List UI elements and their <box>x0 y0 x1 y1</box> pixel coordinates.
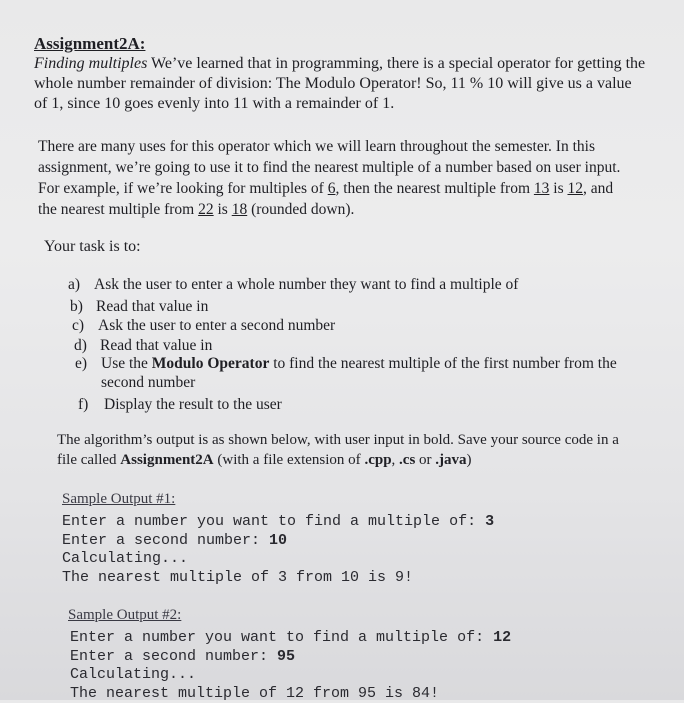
para2-line4: the nearest multiple from 22 is 18 (rounded down). <box>38 201 355 218</box>
number-18: 18 <box>231 201 248 218</box>
sample-output-2: Enter a number you want to find a multiple of: 12 Enter a second number: 95 Calculating... The nearest multiple of 12 from 95 is 84! <box>70 629 512 702</box>
sample-output-1-heading: Sample Output #1: <box>62 491 176 507</box>
para2-line3: For example, if we’re looking for multiples of 6, then the nearest multiple from 13 is 12, and <box>38 180 614 197</box>
step-item: a) Ask the user to enter a whole number they want to find a multiple of <box>68 276 519 293</box>
modulo-operator-term: Modulo Operator <box>151 355 270 372</box>
intro-paragraph <box>34 54 645 114</box>
step-item: f) Display the result to the user <box>78 396 282 413</box>
para2-line2: assignment, we’re going to use it to find the nearest multiple of a number based on user input. <box>38 159 621 176</box>
sample-output-1: Enter a number you want to find a multiple of: 3 Enter a second number: 10 Calculating... The nearest multiple of 3 from 10 is 9! <box>62 513 495 586</box>
number-22: 22 <box>198 201 214 218</box>
step-item: d) Read that value in <box>74 337 213 354</box>
number-6: 6 <box>327 180 336 197</box>
intro-line2: whole number remainder of division: The Modulo Operator! So, 11 % 10 will give us a value <box>34 75 632 92</box>
number-13: 13 <box>533 180 550 197</box>
para2-line1: There are many uses for this operator which we will learn throughout the semester. In this <box>38 138 595 155</box>
task-intro: Your task is to: <box>44 238 141 255</box>
filename: Assignment2A <box>120 452 214 468</box>
intro-line1: We’ve learned that in programming, there is a special operator for getting the <box>147 55 646 72</box>
number-12: 12 <box>567 180 583 197</box>
sample-output-2-heading: Sample Output #2: <box>68 607 182 623</box>
step-item: e) Use the Modulo Operator to find the nearest multiple of the first number from the second number <box>75 355 617 391</box>
algorithm-paragraph: The algorithm’s output is as shown below, with user input in bold. Save your source code in a file called Assignment2A (with a file extension of .cpp, .cs or .java) <box>57 432 619 468</box>
intro-lead: Finding multiples <box>34 55 148 72</box>
step-item: c) Ask the user to enter a second number <box>72 317 336 334</box>
step-item: b) Read that value in <box>70 298 209 315</box>
explanation-paragraph <box>38 136 620 220</box>
assignment-title: Assignment2A: <box>34 34 146 53</box>
intro-line3: of 1, since 10 goes evenly into 11 with a remainder of 1. <box>34 95 395 112</box>
